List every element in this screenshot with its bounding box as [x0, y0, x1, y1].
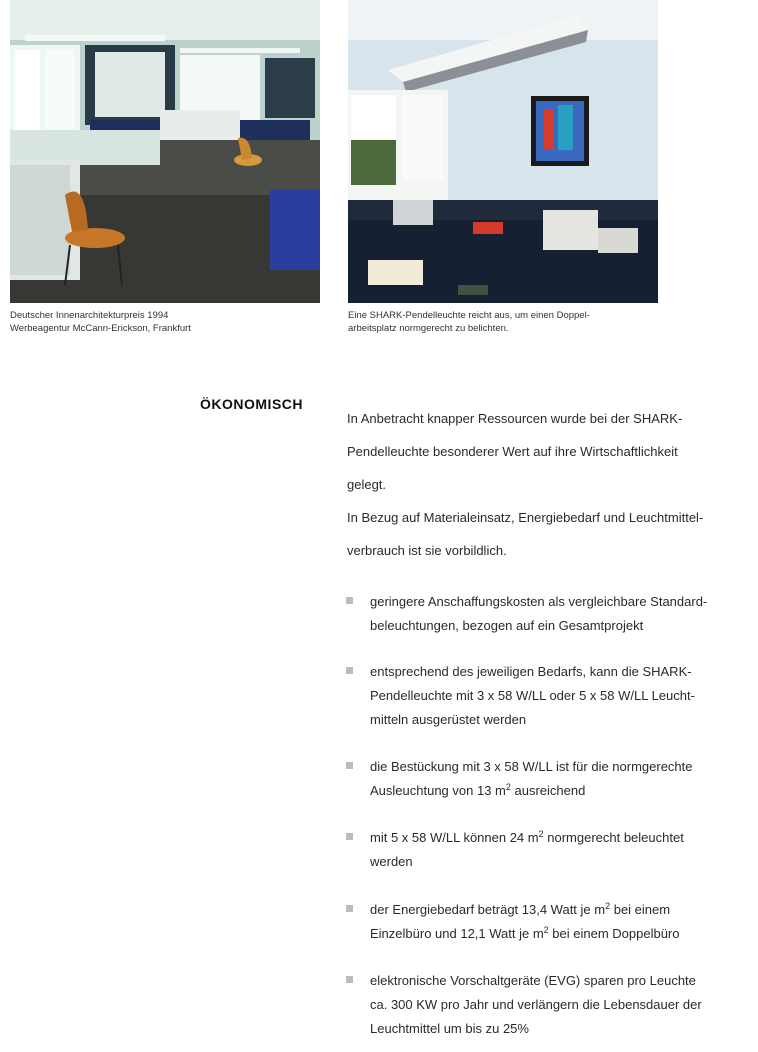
bullet-line: elektronische Vorschaltgeräte (EVG) sparen pro Leuchte [370, 973, 696, 988]
caption-line: Eine SHARK-Pendelleuchte reicht aus, um einen Doppel- [348, 310, 590, 321]
shark-pendant-photo [348, 0, 658, 303]
intro-paragraph [347, 402, 747, 567]
bullet-item [346, 969, 746, 1041]
bullet-line: Leuchtmittel um bis zu 25% [370, 1021, 529, 1036]
caption-line: Werbeagentur McCann-Erickson, Frankfurt [10, 323, 191, 334]
bullet-square-icon [346, 762, 353, 769]
intro-line: In Bezug auf Materialeinsatz, Energiebedarf und Leuchtmittel- [347, 510, 704, 525]
photo-caption-right [348, 309, 658, 335]
bullet-line: mitteln ausgerüstet werden [370, 712, 527, 727]
bullet-line: ca. 300 KW pro Jahr und verlängern die Lebensdauer der [370, 997, 702, 1012]
bullet-line: der Energiebedarf beträgt 13,4 Watt je $m^2$ bei einem [370, 901, 671, 917]
intro-line: Pendelleuchte besonderer Wert auf ihre Wirtschaftlichkeit [347, 444, 678, 459]
bullet-square-icon [346, 905, 353, 912]
bullet-line: geringere Anschaffungskosten als vergleichbare Standard- [370, 594, 708, 609]
bullet-line: mit 5 x 58 W/LL können 24 $m^2$ normgerecht beleuchtet [370, 829, 684, 845]
bullet-square-icon [346, 667, 353, 674]
bullet-item [346, 660, 746, 732]
intro-line: verbrauch ist sie vorbildlich. [347, 543, 507, 558]
bullet-item [346, 826, 746, 874]
caption-line: Deutscher Innenarchitekturpreis 1994 [10, 310, 169, 321]
bullet-item [346, 898, 746, 946]
section-heading: ÖKONOMISCH [200, 396, 303, 412]
bullet-line: beleuchtungen, bezogen auf ein Gesamtprojekt [370, 618, 644, 633]
intro-line: gelegt. [347, 477, 387, 492]
intro-line: In Anbetracht knapper Ressourcen wurde bei der SHARK- [347, 411, 683, 426]
bullet-square-icon [346, 976, 353, 983]
bullet-line: Pendelleuchte mit 3 x 58 W/LL oder 5 x 58 W/LL Leucht- [370, 688, 695, 703]
bullet-line: entsprechend des jeweiligen Bedarfs, kann die SHARK- [370, 664, 692, 679]
caption-line: arbeitsplatz normgerecht zu belichten. [348, 323, 509, 334]
office-photo-left [10, 0, 320, 303]
photo-caption-left [10, 309, 310, 335]
bullet-line: werden [370, 854, 413, 869]
bullet-line: Einzelbüro und 12,1 Watt je $m^2$ bei einem Doppelbüro [370, 925, 680, 941]
bullet-item [346, 590, 746, 638]
bullet-line: die Bestückung mit 3 x 58 W/LL ist für die normgerechte [370, 759, 693, 774]
bullet-square-icon [346, 833, 353, 840]
bullet-line: Ausleuchtung von 13 $m^2$ ausreichend [370, 782, 586, 798]
bullet-square-icon [346, 597, 353, 604]
bullet-item [346, 755, 746, 803]
